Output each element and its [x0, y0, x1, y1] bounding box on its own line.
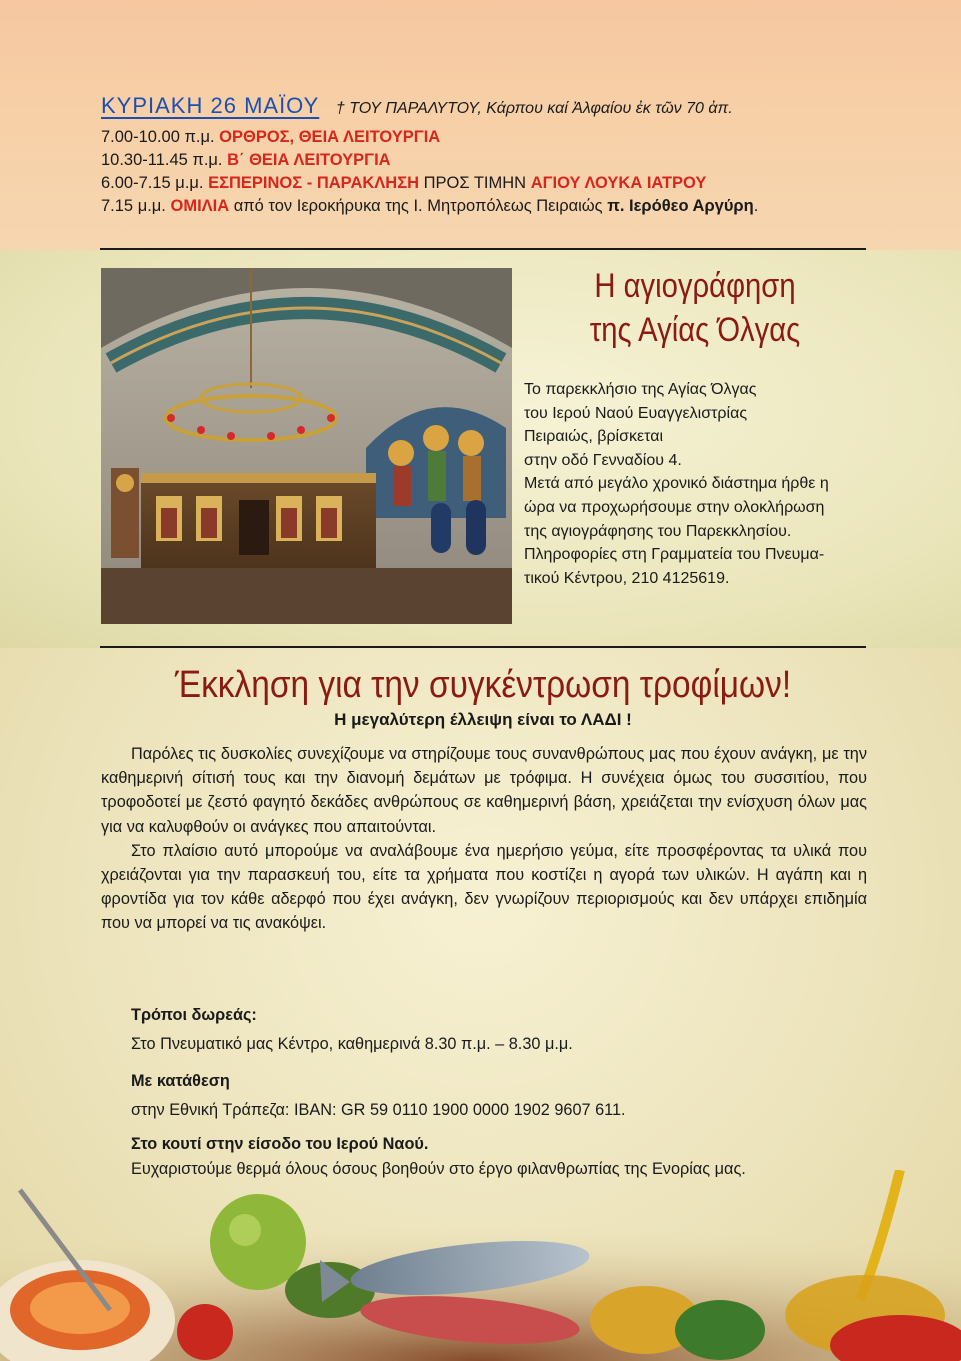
olga-text-line: του Ιερού Ναού Ευαγγελιστρίας	[524, 404, 748, 422]
olga-text-line: Πληροφορίες στη Γραμματεία του Πνευμα-	[524, 546, 825, 564]
donation-method	[131, 1070, 871, 1122]
service-event: Β΄ ΘΕΙΑ ΛΕΙΤΟΥΡΓΙΑ	[227, 151, 391, 169]
appeal-body	[101, 742, 867, 936]
olga-text-line: Μετά από μεγάλο χρονικό διάστημα ήρθε η	[524, 475, 829, 493]
divider	[100, 646, 866, 648]
donation-text: Ευχαριστούμε θερμά όλους όσους βοηθούν στο έργο φιλανθρωπίας της Ενορίας μας.	[131, 1160, 746, 1178]
olga-description	[524, 378, 868, 590]
olga-text-line: τικού Κέντρου, 210 4125619.	[524, 569, 730, 587]
schedule-line	[101, 172, 871, 195]
schedule-line	[101, 195, 871, 218]
service-time: 6.00-7.15 μ.μ.	[101, 174, 204, 192]
appeal-subtitle: Η μεγαλύτερη έλλειψη είναι το ΛΑΔΙ !	[334, 710, 632, 729]
donation-heading: Στο κουτί στην είσοδο του Ιερού Ναού.	[131, 1135, 429, 1153]
service-date: ΚΥΡΙΑΚΗ 26 ΜΑΪΟΥ	[101, 93, 320, 118]
appeal-paragraph: Παρόλες τις δυσκολίες συνεχίζουμε να στηρίζουμε τους συνανθρώπους μας που έχουν ανάγκη, με την καθημερινή σίτισή τους και την διανομή δεμάτων με τρόφιμα. Η συνέχεια όμως του συσσιτίου, που τροφοδοτεί με ζεστό φαγητό δεκάδες ανθρώπους σε καθημερινή βάση, χρειάζεται την ενίσχυση όλων μας για να καλυφθούν οι ανάγκες που απαιτούνται.	[101, 745, 867, 836]
olga-text-line: Το παρεκκλήσιο της Αγίας Όλγας	[524, 381, 757, 398]
service-event: ΕΣΠΕΡΙΝΟΣ - ΠΑΡΑΚΛΗΣΗ	[208, 174, 420, 192]
olga-text-line: Πειραιώς, βρίσκεται	[524, 428, 664, 446]
olga-text-line: ώρα να προχωρήσουμε στην ολοκλήρωση	[524, 498, 825, 516]
schedule-header	[101, 94, 871, 120]
schedule-line	[101, 149, 871, 172]
donation-method	[131, 1004, 871, 1056]
service-event: ΟΡΘΡΟΣ, ΘΕΙΑ ΛΕΙΤΟΥΡΓΙΑ	[219, 128, 441, 146]
service-time: 7.00-10.00 π.μ.	[101, 128, 215, 146]
olga-title	[548, 264, 842, 352]
service-note: ΠΡΟΣ ΤΙΜΗΝ	[423, 174, 527, 192]
service-event: ΟΜΙΛΙΑ	[170, 197, 230, 215]
olga-text-line: στην οδό Γενναδίου 4.	[524, 451, 682, 469]
donation-heading: Τρόποι δωρεάς:	[131, 1006, 257, 1024]
olga-title-line: της Αγίας Όλγας	[589, 311, 801, 349]
donation-text: Στο Πνευματικό μας Κέντρο, καθημερινά 8.30 π.μ. – 8.30 μ.μ.	[131, 1035, 573, 1053]
chapel-interior-photo	[101, 268, 512, 624]
service-time: 7.15 μ.μ.	[101, 197, 166, 215]
appeal-title: Έκκληση για την συγκέντρωση τροφίμων!	[174, 664, 792, 706]
service-schedule	[101, 94, 871, 218]
service-note: από τον Ιεροκήρυκα της Ι. Μητροπόλεως Πειραιώς	[233, 197, 603, 215]
divider	[100, 248, 866, 250]
donation-heading: Με κατάθεση	[131, 1072, 230, 1090]
schedule-line	[101, 126, 871, 149]
speaker-name: π. Ιερόθεο Αργύρη	[607, 197, 754, 215]
sentence-end: .	[753, 197, 759, 215]
olga-text-line: της αγιογράφησης του Παρεκκλησίου.	[524, 522, 792, 540]
donation-text: στην Εθνική Τράπεζα: IBAN: GR 59 0110 1900 0000 1902 9607 611.	[131, 1101, 626, 1119]
olga-title-line: Η αγιογράφηση	[594, 267, 796, 305]
feast-name: † ΤΟΥ ΠΑΡΑΛΥΤΟΥ, Κάρπου καί Ἀλφαίου ἐκ τῶν 70 ἀπ.	[335, 100, 733, 117]
service-time: 10.30-11.45 π.μ.	[101, 151, 223, 169]
service-event-saint: ΑΓΙΟΥ ΛΟΥΚΑ ΙΑΤΡΟΥ	[530, 174, 707, 192]
appeal-paragraph: Στο πλαίσιο αυτό μπορούμε να αναλάβουμε ένα ημερήσιο γεύμα, είτε προσφέροντας τα υλικά που χρειάζονται για την παρασκευή του, είτε τα χρήματα που κοστίζει η αγορά των υλικών. Η αγάπη και η φροντίδα για τον κάθε αδερφό που έχει ανάγκη, δεν γνωρίζουν περιορισμούς και δεν υπάρχει επιδημία που να μπορεί να τις ανακόψει.	[101, 841, 867, 933]
food-illustration	[0, 1170, 961, 1361]
